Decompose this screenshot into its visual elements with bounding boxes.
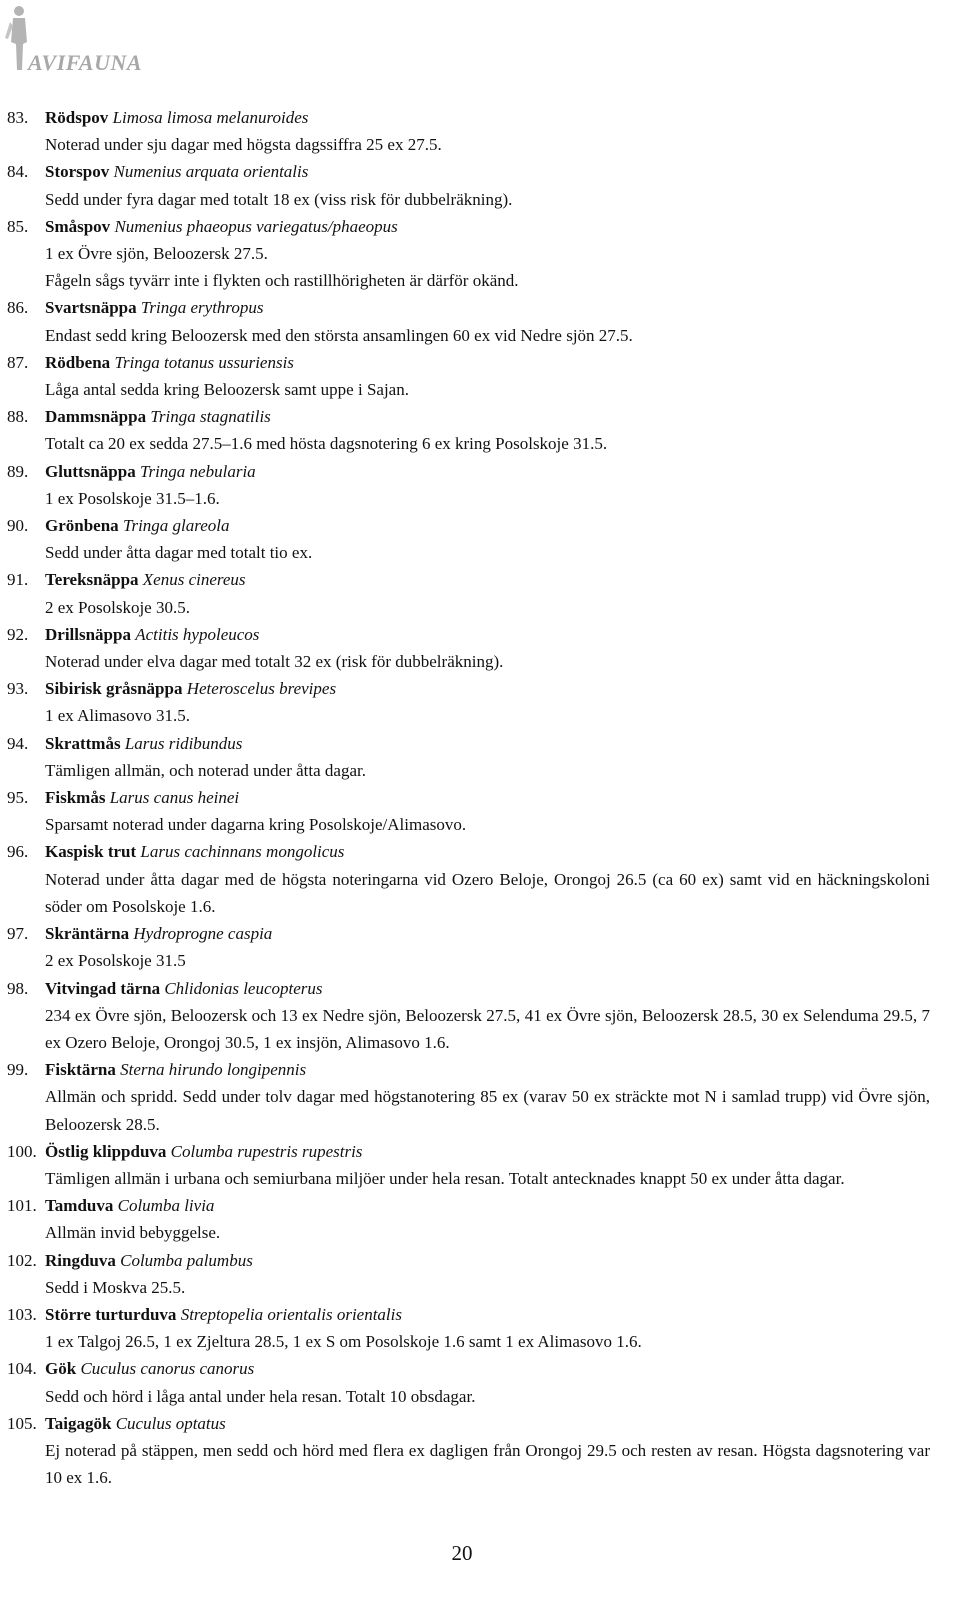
entry-number: 104. — [7, 1359, 37, 1379]
logo-text: AVIFAUNA — [28, 50, 143, 75]
species-entry — [0, 1247, 960, 1301]
common-name: Kaspisk trut — [45, 842, 137, 862]
entry-heading — [45, 158, 930, 185]
common-name: Småspov — [45, 216, 111, 236]
species-entry — [0, 784, 960, 838]
species-entry — [0, 349, 960, 403]
entry-description: Noterad under sju dagar med högsta dagssiffra 25 ex 27.5. — [45, 135, 442, 155]
entry-heading — [45, 403, 930, 430]
common-name: Dammsnäppa — [45, 407, 147, 427]
entry-number: 101. — [7, 1196, 37, 1216]
entry-number: 105. — [7, 1413, 37, 1433]
entry-heading — [45, 458, 930, 485]
species-entry — [0, 621, 960, 675]
common-name: Gök — [45, 1359, 77, 1379]
entry-description: 2 ex Posolskoje 31.5 — [45, 951, 186, 971]
common-name: Rödbena — [45, 352, 111, 372]
entry-number: 90. — [7, 516, 29, 536]
species-entry — [0, 158, 960, 212]
entry-description: 1 ex Talgoj 26.5, 1 ex Zjeltura 28.5, 1 ex S om Posolskoje 1.6 samt 1 ex Alimasovo 1.6. — [45, 1332, 642, 1352]
entry-description: Sedd i Moskva 25.5. — [45, 1277, 186, 1297]
entry-number: 94. — [7, 733, 29, 753]
entry-number: 87. — [7, 352, 29, 372]
scientific-name: Cuculus optatus — [115, 1413, 226, 1433]
entry-description: Fågeln sågs tyvärr inte i flykten och rastillhörigheten är därför okänd. — [45, 271, 519, 291]
entry-description: Sedd och hörd i låga antal under hela resan. Totalt 10 obsdagar. — [45, 1386, 476, 1406]
species-entry — [0, 1355, 960, 1409]
entry-heading — [45, 566, 930, 593]
entry-number: 95. — [7, 788, 29, 808]
species-entry — [0, 675, 960, 729]
common-name: Rödspov — [45, 108, 109, 127]
species-entry — [0, 1138, 960, 1192]
entry-description: Ej noterad på stäppen, men sedd och hörd med flera ex dagligen från Orongoj 29.5 och resten av resan. Högsta dagsnotering var 10 ex 1.6. — [45, 1440, 930, 1488]
species-entry — [0, 1056, 960, 1138]
scientific-name: Numenius phaeopus variegatus/phaeopus — [114, 216, 398, 236]
entry-number: 100. — [7, 1141, 37, 1161]
scientific-name: Limosa limosa melanuroides — [112, 108, 309, 127]
entry-heading — [45, 213, 930, 240]
common-name: Skrattmås — [45, 733, 121, 753]
entry-number: 96. — [7, 842, 29, 862]
scientific-name: Columba livia — [117, 1196, 215, 1216]
species-entry — [0, 920, 960, 974]
entry-number: 91. — [7, 570, 29, 590]
entry-heading — [45, 920, 930, 947]
species-entry — [0, 1301, 960, 1355]
entry-heading — [45, 1192, 930, 1219]
scientific-name: Cuculus canorus canorus — [80, 1359, 255, 1379]
scientific-name: Xenus cinereus — [142, 570, 246, 590]
scientific-name: Columba palumbus — [120, 1250, 253, 1270]
entry-description: Endast sedd kring Beloozersk med den största ansamlingen 60 ex vid Nedre sjön 27.5. — [45, 325, 633, 345]
species-entry — [0, 294, 960, 348]
species-entry — [0, 975, 960, 1057]
entry-description: 1 ex Alimasovo 31.5. — [45, 706, 190, 726]
entry-heading — [45, 1056, 930, 1083]
entry-number: 85. — [7, 216, 29, 236]
scientific-name: Sterna hirundo longipennis — [120, 1060, 307, 1080]
entry-number: 89. — [7, 461, 29, 481]
entry-heading — [45, 838, 930, 865]
species-entry — [0, 512, 960, 566]
common-name: Östlig klippduva — [45, 1141, 167, 1161]
common-name: Tereksnäppa — [45, 570, 139, 590]
entry-description: 2 ex Posolskoje 30.5. — [45, 597, 190, 617]
species-list — [0, 104, 960, 1491]
common-name: Grönbena — [45, 516, 119, 536]
entry-heading — [45, 1410, 930, 1437]
entry-description: Allmän invid bebyggelse. — [45, 1223, 221, 1243]
entry-number: 98. — [7, 978, 29, 998]
species-entry — [0, 566, 960, 620]
entry-number: 102. — [7, 1250, 37, 1270]
entry-description: 1 ex Posolskoje 31.5–1.6. — [45, 488, 220, 508]
species-entry — [0, 838, 960, 920]
page-number: 20 — [451, 1541, 473, 1565]
entry-description: Sedd under fyra dagar med totalt 18 ex (viss risk för dubbelräkning). — [45, 189, 513, 209]
entry-description: 1 ex Övre sjön, Beloozersk 27.5. — [45, 244, 268, 264]
scientific-name: Tringa glareola — [122, 516, 230, 536]
scientific-name: Larus canus heinei — [109, 788, 240, 808]
entry-description: Låga antal sedda kring Beloozersk samt uppe i Sajan. — [45, 380, 409, 400]
entry-number: 92. — [7, 624, 29, 644]
scientific-name: Tringa totanus ussuriensis — [114, 352, 294, 372]
entry-description: Noterad under elva dagar med totalt 32 ex (risk för dubbelräkning). — [45, 652, 504, 672]
entry-number: 88. — [7, 407, 29, 427]
entry-heading — [45, 621, 930, 648]
common-name: Fisktärna — [45, 1060, 116, 1080]
scientific-name: Tringa erythropus — [140, 298, 264, 318]
scientific-name: Heteroscelus brevipes — [186, 679, 337, 699]
species-entry — [0, 1192, 960, 1246]
common-name: Ringduva — [45, 1250, 116, 1270]
entry-heading — [45, 730, 930, 757]
common-name: Svartsnäppa — [45, 298, 137, 318]
scientific-name: Tringa stagnatilis — [150, 407, 271, 427]
common-name: Större turturduva — [45, 1304, 177, 1324]
species-entry — [0, 1410, 960, 1492]
entry-heading — [45, 349, 930, 376]
entry-heading — [45, 975, 930, 1002]
entry-description: Noterad under åtta dagar med de högsta noteringarna vid Ozero Beloje, Orongoj 26.5 (ca 60 ex) samt vid en häckningskoloni söder om Posolskoje 1.6. — [45, 869, 930, 916]
entry-number: 84. — [7, 162, 29, 182]
entry-heading — [45, 1247, 930, 1274]
avifauna-logo — [4, 4, 174, 84]
entry-number: 83. — [7, 108, 29, 127]
species-entry — [0, 730, 960, 784]
entry-number: 103. — [7, 1304, 37, 1324]
common-name: Taigagök — [45, 1413, 112, 1433]
entry-heading — [45, 512, 930, 539]
common-name: Sibirisk gråsnäppa — [45, 679, 183, 699]
entry-heading — [45, 1138, 930, 1165]
common-name: Fiskmås — [45, 788, 106, 808]
entry-heading — [45, 1301, 930, 1328]
scientific-name: Hydroprogne caspia — [133, 924, 273, 944]
scientific-name: Tringa nebularia — [139, 461, 256, 481]
entry-heading — [45, 104, 930, 131]
scientific-name: Columba rupestris rupestris — [170, 1141, 363, 1161]
entry-description: 234 ex Övre sjön, Beloozersk och 13 ex Nedre sjön, Beloozersk 27.5, 41 ex Övre sjön, Beloozersk 28.5, 30 ex Selenduma 29.5, 7 ex Ozero Beloje, Orongoj 30.5, 1 ex insjön, Alimasovo 1.6. — [45, 1005, 930, 1052]
entry-description: Tämligen allmän i urbana och semiurbana miljöer under hela resan. Totalt antecknades knappt 50 ex under åtta dagar. — [45, 1168, 845, 1188]
entry-heading — [45, 294, 930, 321]
entry-heading — [45, 784, 930, 811]
entry-description: Allmän och spridd. Sedd under tolv dagar med högstanotering 85 ex (varav 50 ex sträckte mot N i samlad trupp) vid Övre sjön, Beloozersk 28.5. — [45, 1087, 930, 1134]
entry-description: Totalt ca 20 ex sedda 27.5–1.6 med hösta dagsnotering 6 ex kring Posolskoje 31.5. — [45, 434, 608, 454]
scientific-name: Streptopelia orientalis orientalis — [180, 1304, 402, 1324]
entry-description: Sparsamt noterad under dagarna kring Posolskoje/Alimasovo. — [45, 815, 467, 835]
scientific-name: Chlidonias leucopterus — [164, 978, 323, 998]
scientific-name: Actitis hypoleucos — [135, 624, 260, 644]
common-name: Gluttsnäppa — [45, 461, 136, 481]
species-entry — [0, 403, 960, 457]
entry-number: 99. — [7, 1060, 29, 1080]
common-name: Storspov — [45, 162, 110, 182]
scientific-name: Larus cachinnans mongolicus — [140, 842, 345, 862]
common-name: Skräntärna — [45, 924, 130, 944]
entry-number: 97. — [7, 924, 29, 944]
species-entry — [0, 213, 960, 295]
species-entry — [0, 458, 960, 512]
entry-number: 93. — [7, 679, 29, 699]
common-name: Tamduva — [45, 1196, 114, 1216]
common-name: Vitvingad tärna — [45, 978, 161, 998]
scientific-name: Larus ridibundus — [124, 733, 243, 753]
entry-heading — [45, 675, 930, 702]
scientific-name: Numenius arquata orientalis — [113, 162, 309, 182]
entry-heading — [45, 1355, 930, 1382]
entry-description: Tämligen allmän, och noterad under åtta dagar. — [45, 760, 366, 780]
species-entry — [0, 104, 960, 158]
entry-description: Sedd under åtta dagar med totalt tio ex. — [45, 543, 313, 563]
common-name: Drillsnäppa — [45, 624, 131, 644]
entry-number: 86. — [7, 298, 29, 318]
